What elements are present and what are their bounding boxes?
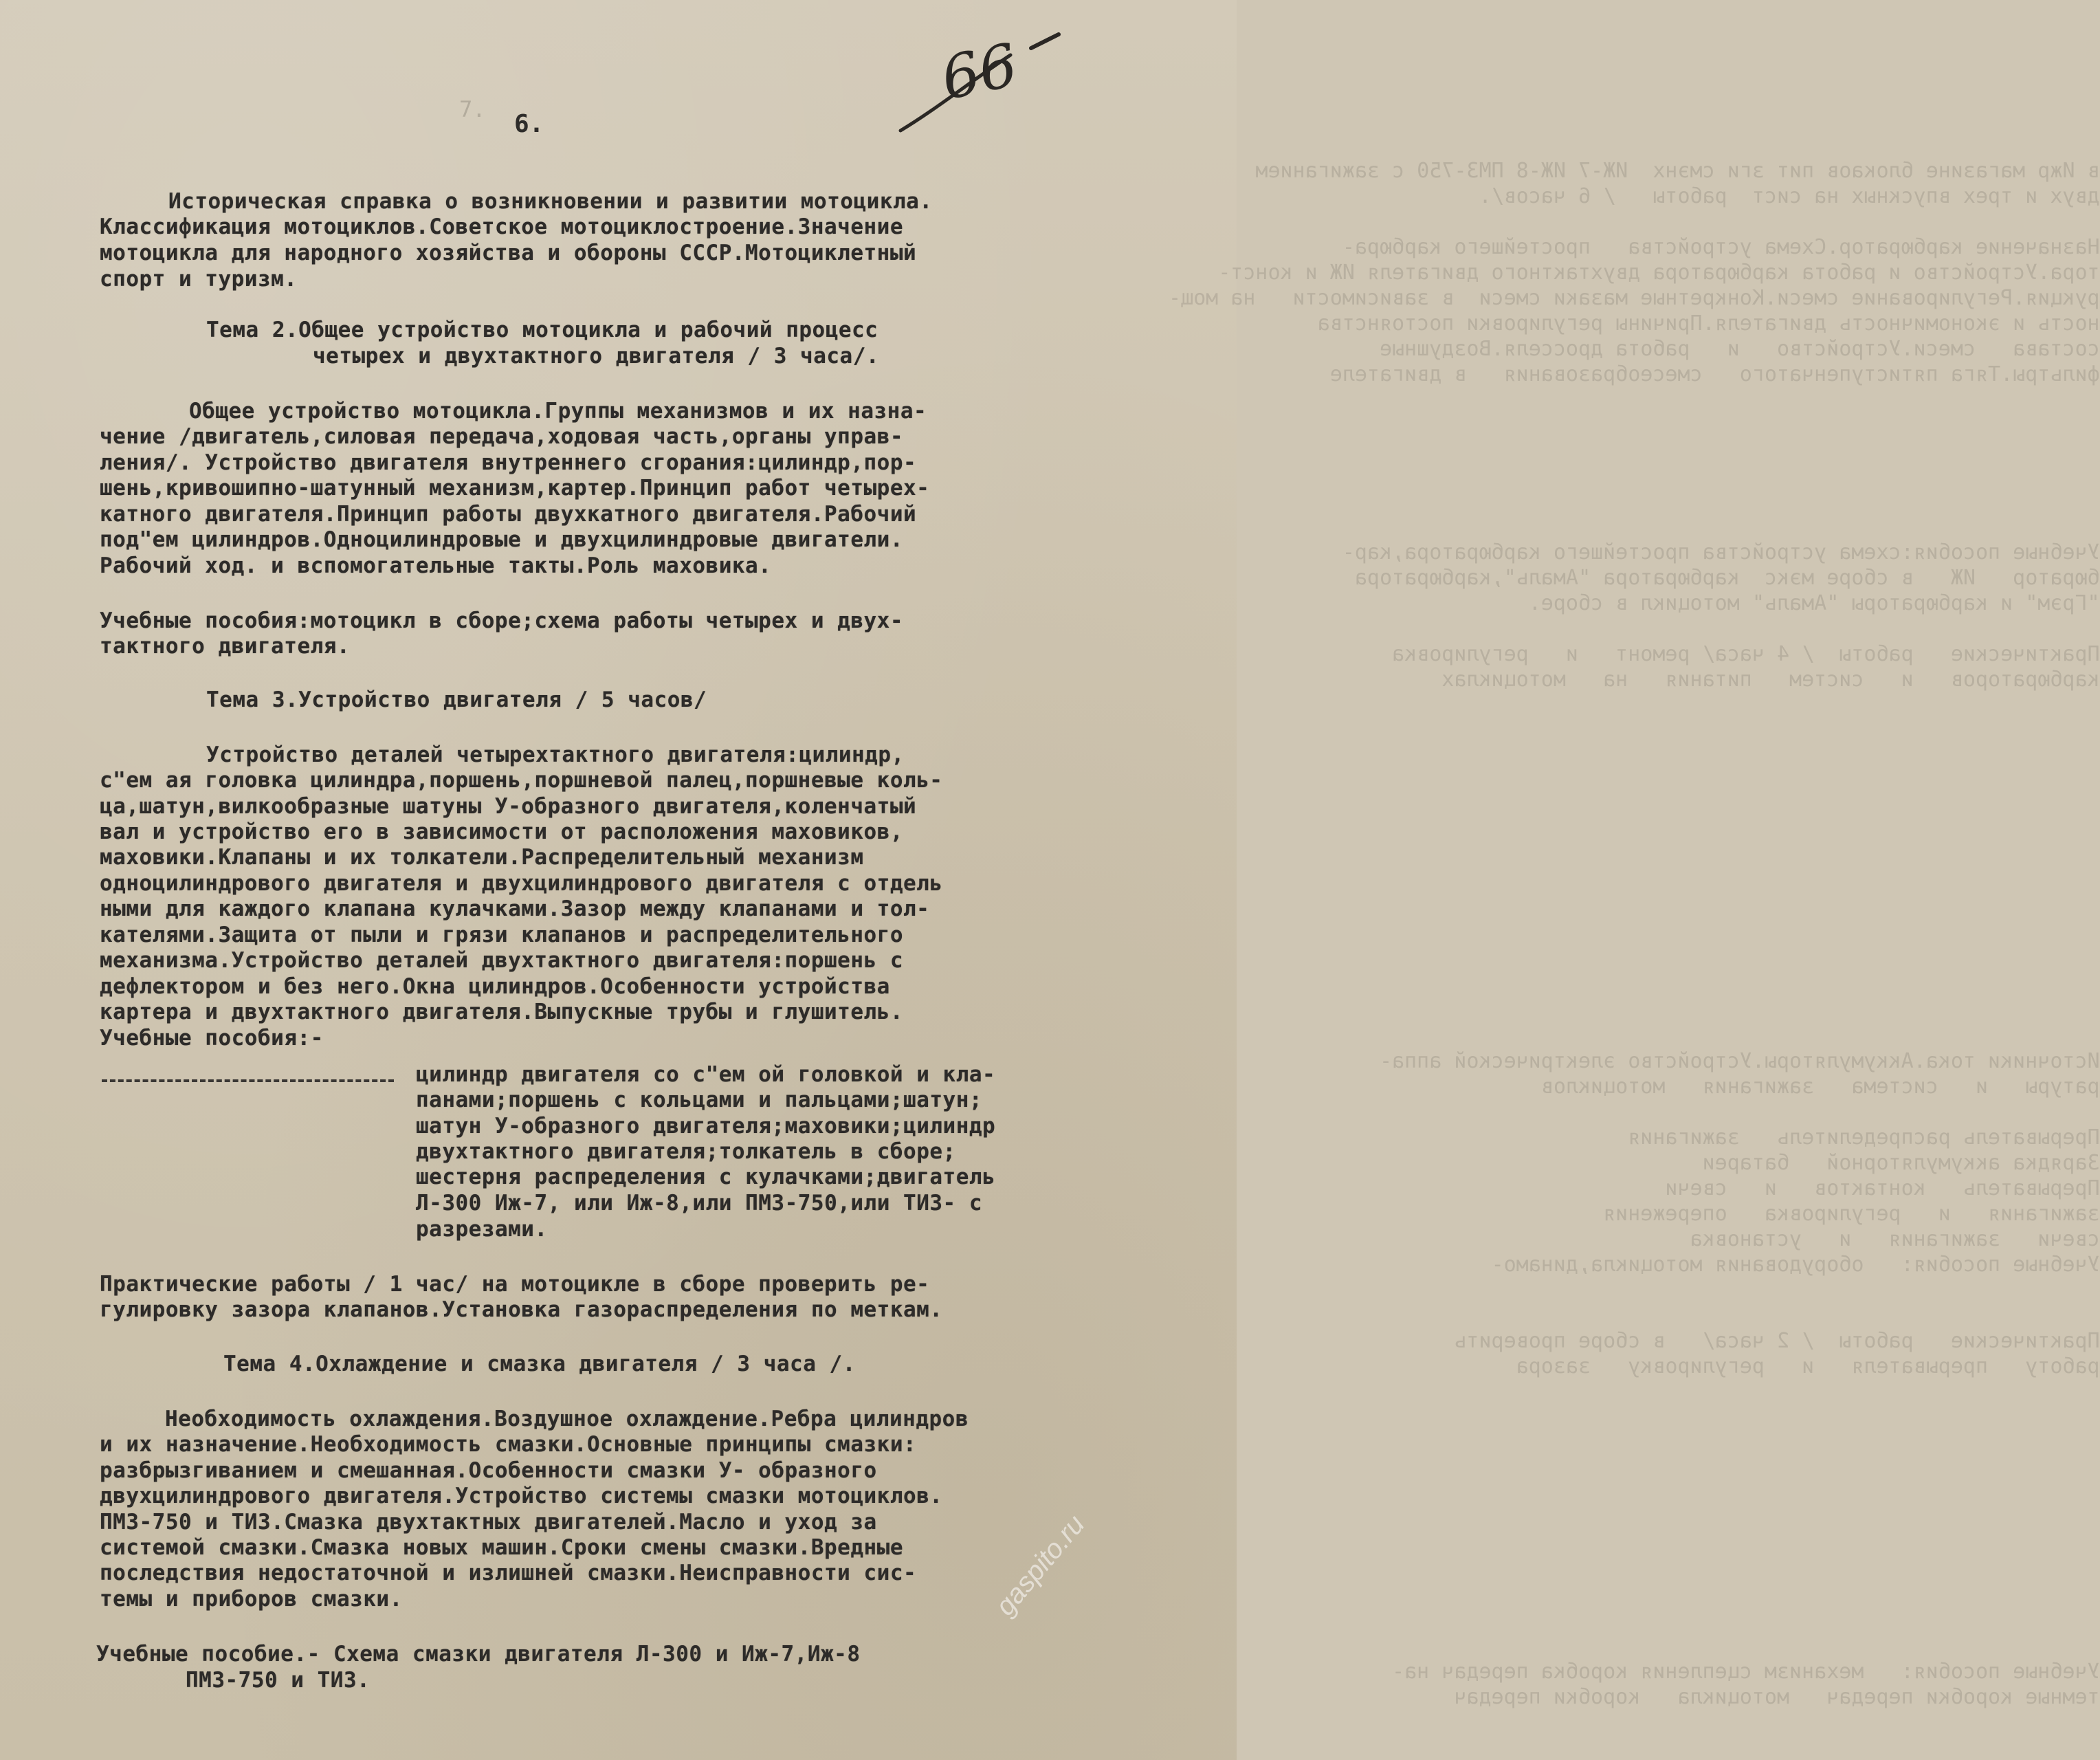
text-line: одноцилиндрового двигателя и двухцилиндрового двигателя с отдель [100,871,943,896]
text-line: Тема 2.Общее устройство мотоцикла и рабочий процесс [206,318,878,342]
text-line: маховики.Клапаны и их толкатели.Распределительный механизм [100,845,864,870]
text-line: четырех и двухтактного двигателя / 3 часа/. [313,344,880,368]
show-through-text: в Ижр магазине блокаов пит зги смэнх ИЖ-7 ИЖ-8 ПМЗ-750 с зажиганием двух и трех впускных на сист работы / 6 часов/. Назначение карбюратор.Схема устройства простейшего карбюра- тора.Устройство и работа карбюратора двухтактного двигателя ИЖ и конст- рукция.Регулирование смеси.Конкретные мазаки смеси в зависимости на мощ- ность и экономичность двигателя.Причины регулировки постоянства состава смеси.Устройство и работа дросселя.Воздушные фильтры.Тяга пятиступенчатого смесеобразования в двигателе Учебные пособия:схема устройства простейшего карбюратора,кар- бюратор ИЖ в сборе мэкс карбюратора "Амаль",карбюратора "Грэм" и карбюраторы "Амаль" мотоцикл в сборе. Практические работы / 4 часа/ ремонт и регулировка карбюраторов и систем питания на мотоциклах Источники тока.Аккумуляторы.Устройство электрической аппа- ратуры и система зажигания мотоциклов Прерыватель распределитель зажигания Зарядка аккумуляторной батареи Прерыватель контактов и свечи зажигания и регулировка опережения свечи зажигания и установка Учебные пособия: оборудования мотоцикла,динамо- Практические работы / 2 часа/ в сборе проверить работу прерывателя и регулировку зазора Учебные пособия: механизм сцепления коробка передач на- темные коробки передач мотоцикла коробки передач [1169,159,2100,1709]
text-line: дефлектором и без него.Окна цилиндров.Особенности устройства [100,974,890,999]
show-through-page-number: 7. [459,96,486,122]
text-line: картера и двухтактного двигателя.Выпускные трубы и глушитель. [100,1000,903,1024]
text-line: ца,шатун,вилкообразные шатуны У-образного двигателя,коленчатый [100,794,917,819]
text-line: системой смазки.Смазка новых машин.Сроки смены смазки.Вредные [100,1535,903,1560]
text-line: с"ем ая головка цилиндра,поршень,поршневой палец,поршневые коль- [100,768,943,793]
text-line: Учебные пособия:- [100,1026,324,1050]
text-line: тактного двигателя. [100,634,351,659]
text-line: и их назначение.Необходимость смазки.Основные принципы смазки: [100,1432,917,1457]
text-line: ПМЗ-750 и ТИЗ.Смазка двухтактных двигателей.Масло и уход за [100,1510,877,1534]
dashed-rule [102,1079,394,1082]
text-line: механизма.Устройство деталей двухтактного двигателя:поршень с [100,948,903,973]
text-line: гулировку зазора клапанов.Установка газораспределения по меткам. [100,1297,943,1322]
text-line: чение /двигатель,силовая передача,ходовая часть,органы управ- [100,424,903,449]
text-line: темы и приборов смазки. [100,1587,403,1612]
text-line: Л-300 Иж-7, или Иж-8,или ПМЗ-750,или ТИЗ- с [416,1191,983,1216]
text-line: Необходимость охлаждения.Воздушное охлаждение.Ребра цилиндров [165,1407,969,1431]
text-line: цилиндр двигателя со с"ем ой головкой и кла- [416,1062,996,1087]
text-line: панами;поршень с кольцами и пальцами;шатун; [416,1088,983,1112]
text-line: Общее устройство мотоцикла.Группы механизмов и их назна- [189,399,927,424]
text-line: Учебные пособие.- Схема смазки двигателя Л-300 и Иж-7,Иж-8 [96,1642,861,1666]
text-line: под"ем цилиндров.Одноцилиндровые и двухцилиндровые двигатели. [100,527,903,552]
text-line: кателями.Защита от пыли и грязи клапанов и распределительного [100,923,903,947]
handwritten-folio-number: 66 [935,30,1024,114]
text-line: мотоцикла для народного хозяйства и обороны СССР.Мотоциклетный [100,241,917,265]
text-line: Устройство деталей четырехтактного двигателя:цилиндр, [206,742,905,767]
text-line: последствия недостаточной и излишней смазки.Неисправности сис- [100,1561,917,1585]
text-line: Историческая справка о возникновении и развитии мотоцикла. [168,189,933,214]
text-line: спорт и туризм. [100,267,298,292]
page-number: 6. [514,110,544,138]
text-line: ными для каждого клапана кулачками.Зазор между клапанами и тол- [100,896,930,921]
text-line: двухцилиндрового двигателя.Устройство системы смазки мотоциклов. [100,1484,943,1508]
text-line: Классификация мотоциклов.Советское мотоциклостроение.Значение [100,214,903,239]
text-line: двухтактного двигателя;толкатель в сборе; [416,1139,956,1164]
text-line: ПМЗ-750 и ТИЗ. [186,1668,371,1693]
text-line: шень,кривошипно-шатунный механизм,картер.Принцип работ четырех- [100,476,930,500]
text-line: разрезами. [416,1217,548,1242]
text-line: Тема 3.Устройство двигателя / 5 часов/ [206,688,707,712]
text-line: Тема 4.Охлаждение и смазка двигателя / 3 часа /. [223,1352,856,1376]
text-line: Практические работы / 1 час/ на мотоцикле в сборе проверить ре- [100,1272,930,1297]
text-line: шатун У-образного двигателя;маховики;цилиндр [416,1114,996,1138]
text-line: катного двигателя.Принцип работы двухкатного двигателя.Рабочий [100,502,917,527]
text-line: вал и устройство его в зависимости от расположения маховиков, [100,820,903,844]
text-line: ления/. Устройство двигателя внутреннего сгорания:цилиндр,пор- [100,450,917,475]
text-line: Учебные пособия:мотоцикл в сборе;схема работы четырех и двух- [100,608,903,633]
text-line: Рабочий ход. и вспомогательные такты.Роль маховика. [100,553,772,578]
text-line: разбрызгиванием и смешанная.Особенности смазки У- образного [100,1458,877,1483]
watermark: gaspito.ru [990,1509,1091,1622]
text-line: шестерня распределения с кулачками;двигатель [416,1165,996,1189]
